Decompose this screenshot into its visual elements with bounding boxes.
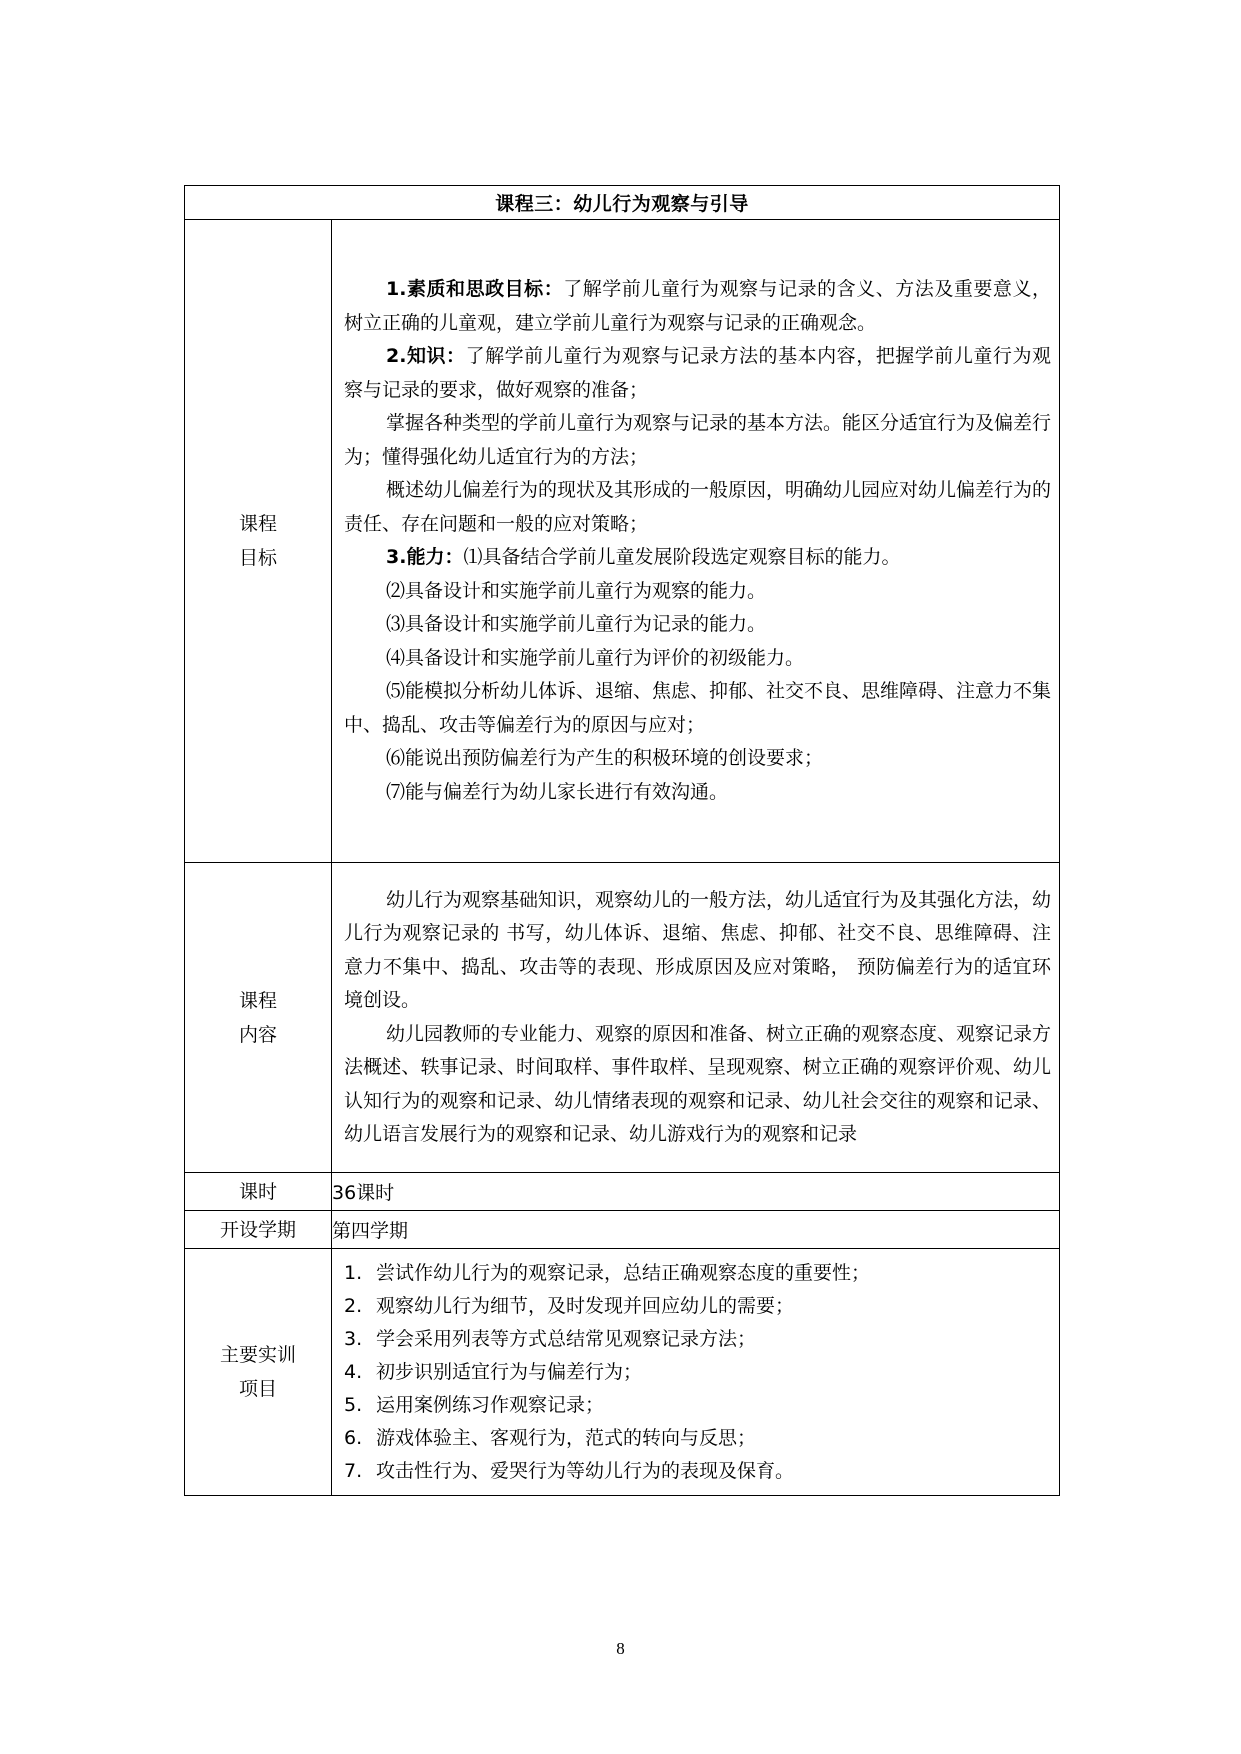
goal-ability-item2: ⑵具备设计和实施学前儿童行为观察的能力。 xyxy=(386,579,767,602)
content-label-line1: 课程 xyxy=(238,989,277,1012)
course-title: 课程三：幼儿行为观察与引导 xyxy=(185,186,1060,220)
page-number: 8 xyxy=(616,1639,625,1658)
goal-quality-label: 1.素质和思政目标： xyxy=(386,278,564,300)
goal-ability-item7: ⑺能与偏差行为幼儿家长进行有效沟通。 xyxy=(386,780,729,803)
practice-item: 3. 学会采用列表等方式总结常见观察记录方法； xyxy=(344,1327,757,1350)
goal-knowledge-p2: 掌握各种类型的学前儿童行为观察与记录的基本方法。能区分适宜行为及偏差行为；懂得强化幼儿适宜行为的方法； xyxy=(344,412,1052,468)
practice-label-line2: 项目 xyxy=(238,1378,277,1400)
goal-ability-item5: ⑸能模拟分析幼儿体诉、退缩、焦虑、抑郁、社交不良、思维障碍、注意力不集中、捣乱、攻击等偏差行为的原因与应对； xyxy=(344,680,1052,736)
goal-ability xyxy=(344,541,1051,575)
course-table xyxy=(184,185,1060,1496)
content-paragraph-2: 幼儿园教师的专业能力、观察的原因和准备、树立正确的观察态度、观察记录方法概述、轶事记录、时间取样、事件取样、呈现观察、树立正确的观察评价观、幼儿认知行为的观察和记录、幼儿情绪表现的观察和记录、幼儿社会交往的观察和记录、幼儿语言发展行为的观察和记录、幼儿游戏行为的观察和记录 xyxy=(344,1022,1052,1145)
practice-item: 1. 尝试作幼儿行为的观察记录，总结正确观察态度的重要性； xyxy=(344,1261,871,1284)
practice-label xyxy=(185,1249,332,1496)
goal-ability-label: 3.能力： xyxy=(386,546,464,568)
content-paragraph-1: 幼儿行为观察基础知识，观察幼儿的一般方法，幼儿适宜行为及其强化方法，幼儿行为观察记录的 书写，幼儿体诉、退缩、焦虑、抑郁、社交不良、思维障碍、注意力不集中、捣乱、攻击等的表现、形成原因及应对策略， 预防偏差行为的适宜环境创设。 xyxy=(344,888,1052,1011)
practice-list xyxy=(332,1257,1059,1488)
goals-label xyxy=(185,220,332,863)
hours-label: 课时 xyxy=(185,1173,332,1211)
practice-item: 2. 观察幼儿行为细节，及时发现并回应幼儿的需要； xyxy=(344,1294,795,1317)
semester-value: 第四学期 xyxy=(332,1211,1060,1249)
content-body xyxy=(332,863,1060,1173)
semester-label: 开设学期 xyxy=(185,1211,332,1249)
practice-item: 6. 游戏体验主、客观行为，范式的转向与反思； xyxy=(344,1426,757,1449)
practice-label-line1: 主要实训 xyxy=(219,1344,296,1366)
goal-quality xyxy=(344,273,1051,340)
goal-ability-item6: ⑹能说出预防偏差行为产生的积极环境的创设要求； xyxy=(386,747,824,769)
practice-item: 7. 攻击性行为、爱哭行为等幼儿行为的表现及保育。 xyxy=(344,1459,795,1482)
practice-item: 5. 运用案例练习作观察记录； xyxy=(344,1393,605,1416)
goal-knowledge-label: 2.知识： xyxy=(386,345,466,367)
goal-ability-item4: ⑷具备设计和实施学前儿童行为评价的初级能力。 xyxy=(386,646,805,669)
goal-knowledge-p3: 概述幼儿偏差行为的现状及其形成的一般原因，明确幼儿园应对幼儿偏差行为的责任、存在问题和一般的应对策略； xyxy=(344,479,1052,535)
content-label-line2: 内容 xyxy=(238,1023,277,1046)
practice-item: 4. 初步识别适宜行为与偏差行为； xyxy=(344,1360,643,1383)
goals-label-line2: 目标 xyxy=(238,547,277,569)
goal-quality-text: 了解学前儿童行为观察与记录的含义、方法及重要意义，树立正确的儿童观，建立学前儿童行为观察与记录的正确观念。 xyxy=(344,278,1051,334)
hours-value: 36课时 xyxy=(332,1173,1060,1211)
goals-label-line1: 课程 xyxy=(238,513,277,535)
practice-body xyxy=(332,1249,1060,1496)
goal-knowledge xyxy=(344,340,1051,407)
content-label xyxy=(185,863,332,1173)
goal-knowledge-text: 了解学前儿童行为观察与记录方法的基本内容，把握学前儿童行为观察与记录的要求，做好观察的准备； xyxy=(344,345,1051,401)
goal-ability-item3: ⑶具备设计和实施学前儿童行为记录的能力。 xyxy=(386,613,767,635)
goal-ability-item1: ⑴具备结合学前儿童发展阶段选定观察目标的能力。 xyxy=(463,546,901,568)
goals-body xyxy=(332,220,1060,863)
